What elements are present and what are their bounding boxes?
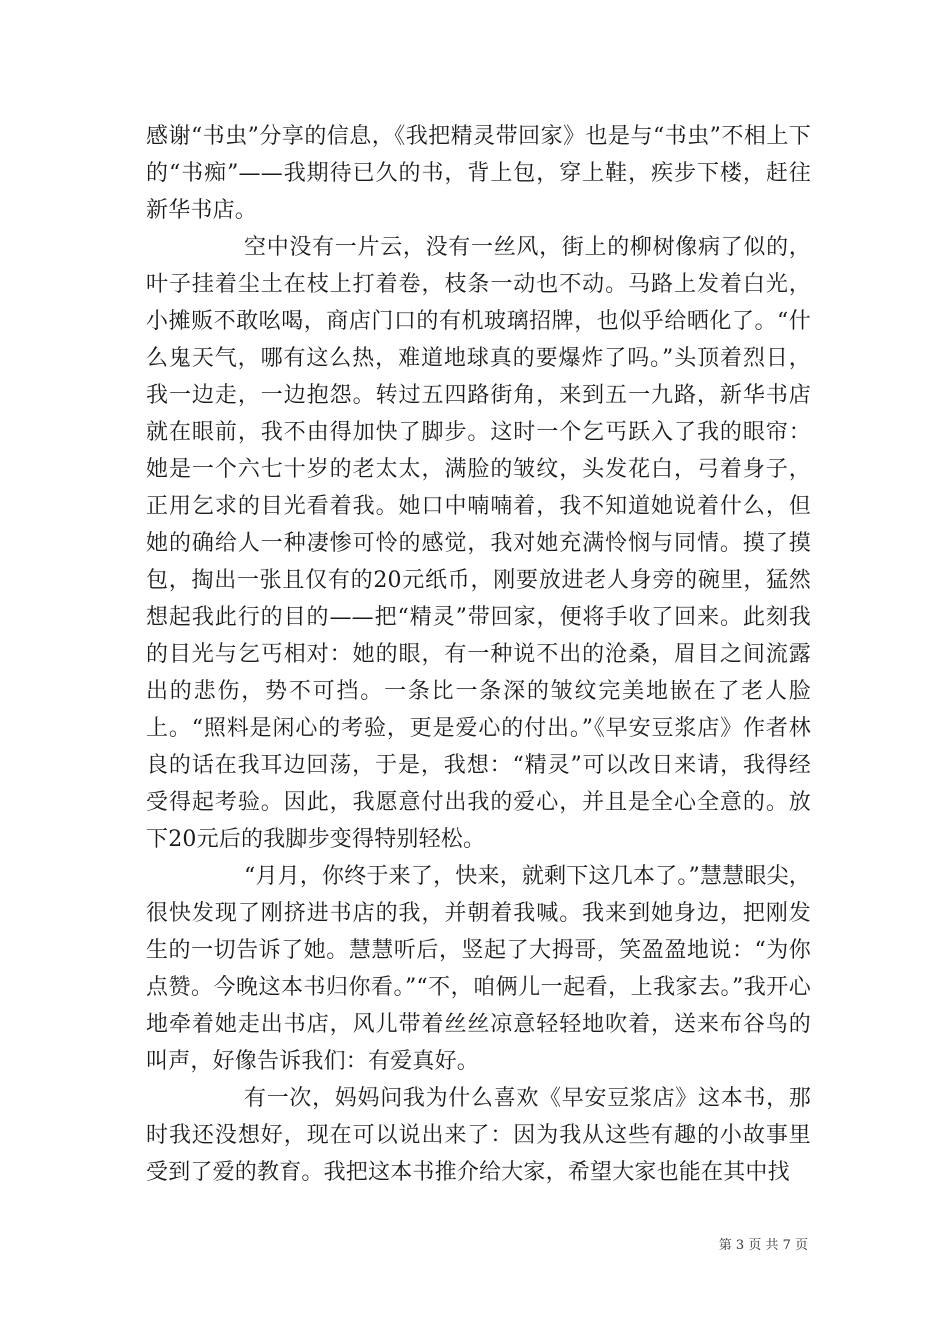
body-text [146,118,811,1191]
page-number-footer: 第 3 页 共 7 页 [718,1238,808,1253]
paragraph-1: 感谢“书虫”分享的信息，《我把精灵带回家》也是与“书虫”不相上下的“书痴”——我期待已久的书，背上包，穿上鞋，疾步下楼，赶往新华书店。 [146,124,811,223]
paragraph-3: “月月，你终于来了，快来，就剩下这几本了。”慧慧眼尖，很快发现了刚挤进书店的我，并朝着我喊。我来到她身边，把刚发生的一切告诉了她。慧慧听后，竖起了大拇哥，笑盈盈地说：“为你点赞。今晚这本书归你看。”“不，咱俩儿一起看，上我家去。”我开心地牵着她走出书店，风儿带着丝丝凉意轻轻地吹着，送来布谷鸟的叫声，好像告诉我们：有爱真好。 [146,864,811,1074]
paragraph-4: 有一次，妈妈问我为什么喜欢《早安豆浆店》这本书，那时我还没想好，现在可以说出来了：因为我从这些有趣的小故事里受到了爱的教育。我把这本书推介给大家，希望大家也能在其中找 [146,1086,811,1185]
paragraph-2: 空中没有一片云，没有一丝风，街上的柳树像病了似的，叶子挂着尘土在枝上打着卷，枝条一动也不动。马路上发着白光，小摊贩不敢吆喝，商店门口的有机玻璃招牌，也似乎给晒化了。“什么鬼天气，哪有这么热，难道地球真的要爆炸了吗。”头顶着烈日，我一边走，一边抱怨。转过五四路街角，来到五一九路，新华书店就在眼前，我不由得加快了脚步。这时一个乞丐跃入了我的眼帘：她是一个六七十岁的老太太，满脸的皱纹，头发花白，弓着身子，正用乞求的目光看着我。她口中喃喃着，我不知道她说着什么，但她的确给人一种凄惨可怜的感觉，我对她充满怜悯与同情。摸了摸包，掏出一张且仅有的20元纸币，刚要放进老人身旁的碗里，猛然想起我此行的目的——把“精灵”带回家，便将手收了回来。此刻我的目光与乞丐相对：她的眼，有一种说不出的沧桑，眉目之间流露出的悲伤，势不可挡。一条比一条深的皱纹完美地嵌在了老人脸上。“照料是闲心的考验，更是爱心的付出。”《早安豆浆店》作者林良的话在我耳边回荡，于是，我想：“精灵”可以改日来请，我得经受得起考验。因此，我愿意付出我的爱心，并且是全心全意的。放下20元后的我脚步变得特别轻松。 [146,235,811,852]
